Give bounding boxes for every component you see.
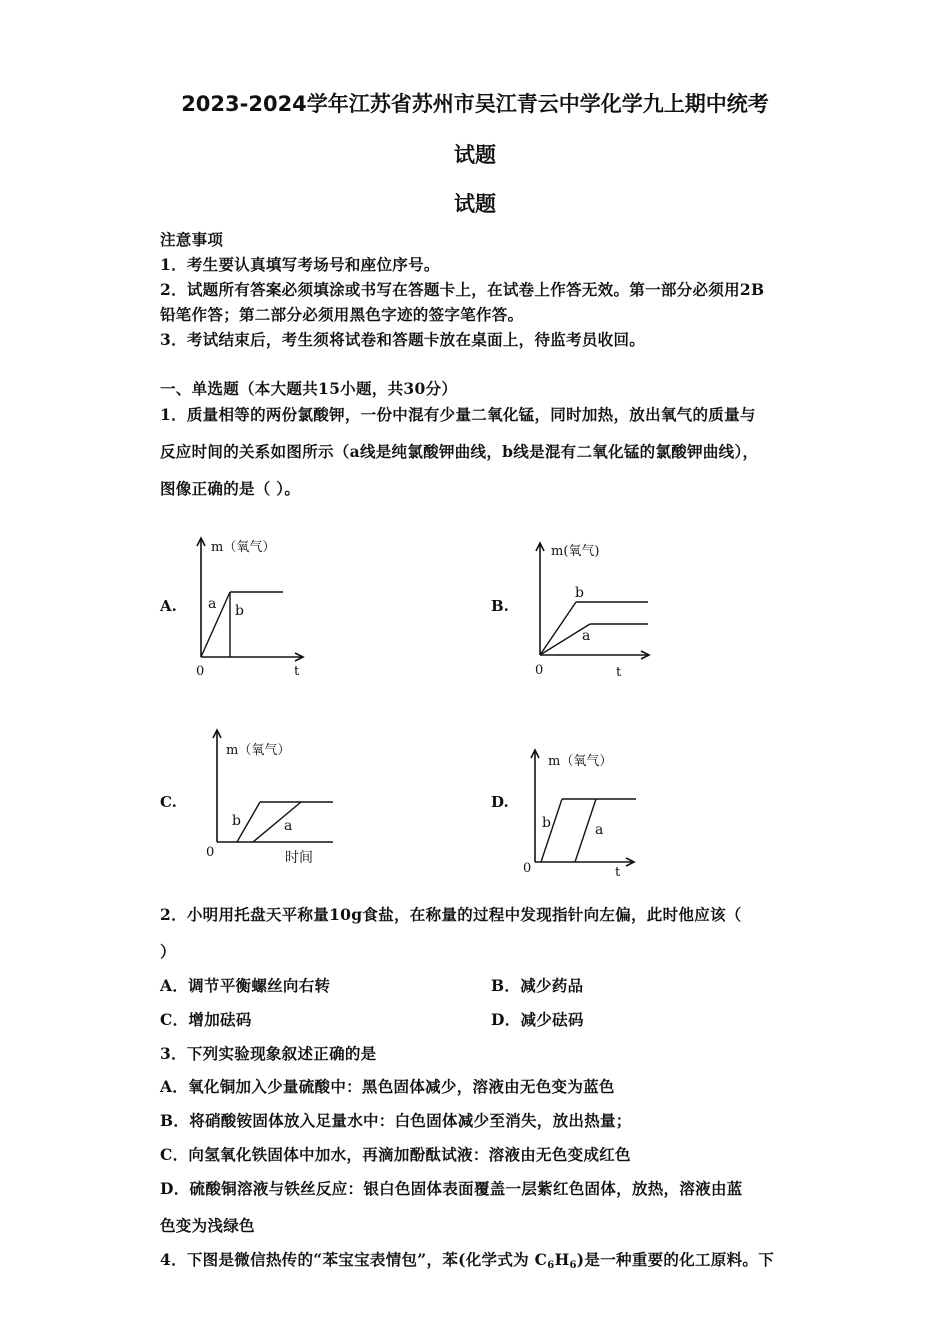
graph-b-ylabel: m(氧气): [551, 544, 600, 559]
graph-c-xlabel: 时间: [285, 850, 313, 866]
graph-b-axes: [536, 543, 649, 659]
formula-element: H: [554, 1250, 570, 1269]
question-2-option-a: A．调节平衡螺丝向右转: [160, 976, 331, 995]
question-2-line: ）: [160, 942, 176, 961]
graph-d-origin: 0: [523, 861, 532, 876]
page-subtitle: 试题: [454, 192, 496, 216]
graph-b-curve-label: b: [575, 585, 584, 601]
question-1-line: 图像正确的是（ ）。: [160, 479, 301, 498]
graph-a: [180, 530, 320, 680]
graph-d: [515, 742, 655, 892]
option-b-label: B.: [491, 597, 509, 615]
option-d-label: D.: [491, 793, 509, 811]
graph-c-origin: 0: [206, 845, 215, 860]
graph-c-curve-label: a: [284, 818, 293, 834]
notes-item: 1．考生要认真填写考场号和座位序号。: [160, 255, 440, 274]
graph-a-xlabel: t: [294, 664, 300, 679]
graph-d-curve-label: b: [542, 815, 551, 831]
graph-c-ylabel: m（氧气）: [226, 743, 291, 758]
option-a-label: A.: [160, 597, 177, 615]
formula-subscript: 6: [547, 1260, 555, 1271]
formula-subscript: 6: [569, 1260, 577, 1271]
graph-d-curve-label: a: [595, 822, 604, 838]
notes-heading: 注意事项: [160, 230, 224, 249]
notes-item: 铅笔作答；第二部分必须用黑色字迹的签字笔作答。: [160, 305, 524, 324]
notes-item: 2．试题所有答案必须填涂或书写在答题卡上，在试卷上作答无效。第一部分必须用2B: [160, 280, 765, 299]
question-2-option-c: C．增加砝码: [160, 1010, 252, 1029]
section-heading: 一、单选题（本大题共15小题，共30分）: [160, 379, 458, 398]
question-4-text: )是一种重要的化工原料。下: [576, 1250, 775, 1269]
question-4-text: 4．下图是微信热传的“苯宝宝表情包”，苯(化学式为 C: [160, 1250, 548, 1269]
graph-d-curves: [541, 799, 636, 862]
graph-d-ylabel: m（氧气）: [548, 754, 613, 769]
question-4-line: [160, 1248, 774, 1271]
option-c-label: C.: [160, 793, 177, 811]
graph-b-curves: [540, 602, 648, 655]
page-title-line2: 试题: [454, 143, 496, 167]
question-2-option-d: D．减少砝码: [491, 1010, 584, 1029]
graph-b-origin: 0: [535, 663, 544, 678]
page-title: 2023-2024学年江苏省苏州市吴江青云中学化学九上期中统考: [181, 92, 769, 116]
question-3-option-d: D．硫酸铜溶液与铁丝反应：银白色固体表面覆盖一层紫红色固体，放热，溶液由蓝: [160, 1179, 743, 1198]
graph-a-curve-label: b: [235, 603, 244, 619]
graph-a-origin: 0: [196, 664, 205, 679]
question-3-option-d-cont: 色变为浅绿色: [160, 1216, 255, 1235]
question-2-line: 2．小明用托盘天平称量10g食盐，在称量的过程中发现指针向左偏，此时他应该（: [160, 905, 742, 924]
graph-b: [520, 535, 660, 685]
graph-a-ylabel: m（氧气）: [211, 540, 276, 555]
graph-d-xlabel: t: [615, 865, 621, 880]
question-2-option-b: B．减少药品: [491, 976, 584, 995]
question-3-stem: 3．下列实验现象叙述正确的是: [160, 1044, 377, 1063]
graph-b-xlabel: t: [616, 665, 622, 680]
question-1-line: 1．质量相等的两份氯酸钾，一份中混有少量二氧化锰，同时加热，放出氧气的质量与: [160, 405, 756, 424]
question-3-option-a: A．氧化铜加入少量硫酸中：黑色固体减少，溶液由无色变为蓝色: [160, 1077, 615, 1096]
graph-a-curve-label: a: [208, 596, 217, 612]
question-3-option-c: C．向氢氧化铁固体中加水，再滴加酚酞试液：溶液由无色变成红色: [160, 1145, 631, 1164]
notes-item: 3．考试结束后，考生须将试卷和答题卡放在桌面上，待监考员收回。: [160, 330, 646, 349]
graph-c: [195, 722, 345, 872]
question-1-line: 反应时间的关系如图所示（a线是纯氯酸钾曲线，b线是混有二氧化锰的氯酸钾曲线），: [160, 442, 759, 461]
question-3-option-b: B．将硝酸铵固体放入足量水中：白色固体减少至消失，放出热量；: [160, 1111, 632, 1130]
graph-b-curve-label: a: [582, 628, 591, 644]
graph-c-curve-label: b: [232, 813, 241, 829]
